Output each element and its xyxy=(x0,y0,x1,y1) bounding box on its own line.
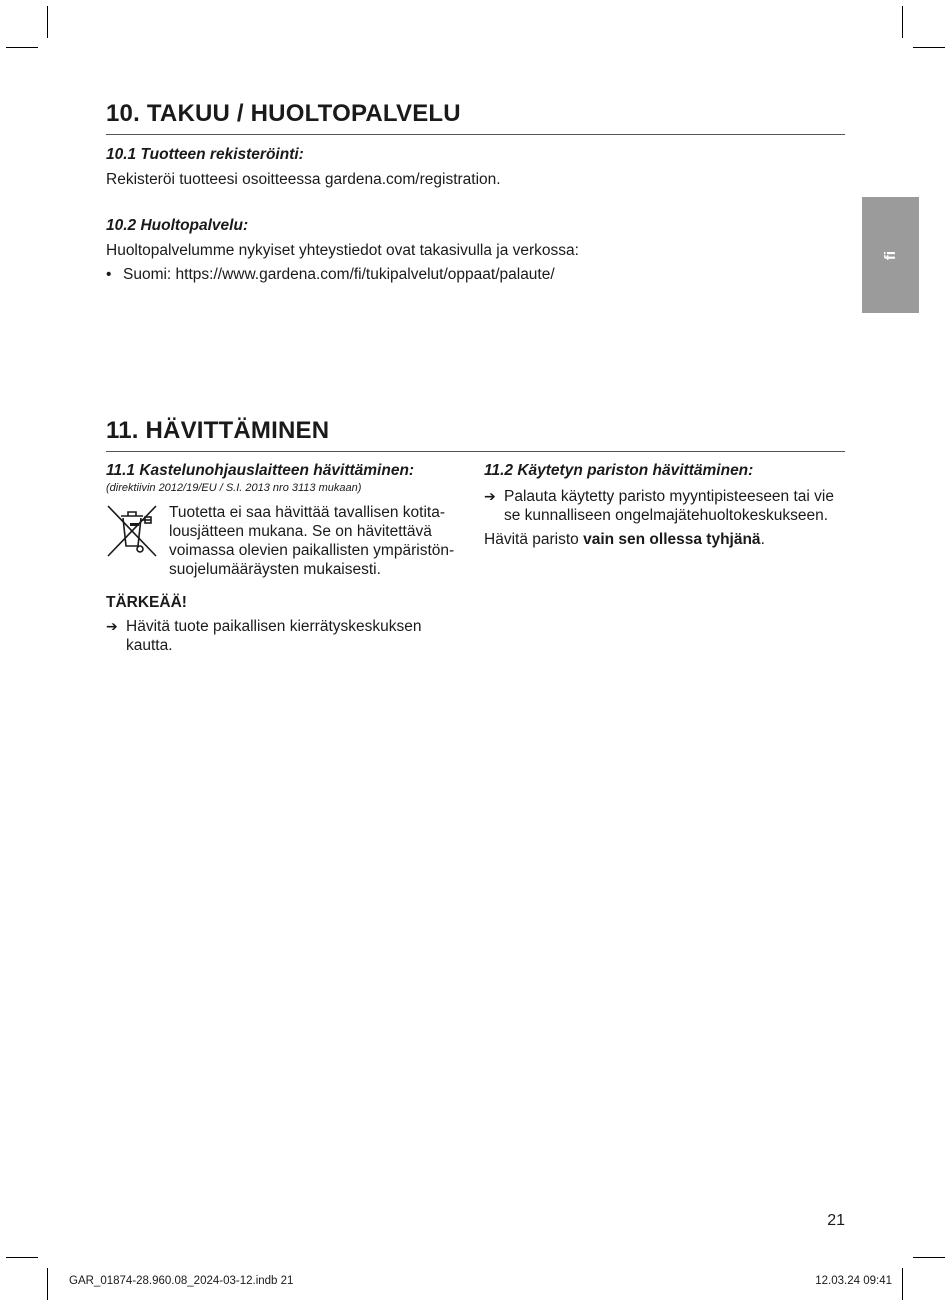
bullet-item xyxy=(106,265,555,284)
crop-mark xyxy=(902,1268,903,1300)
page-number: 21 xyxy=(827,1212,845,1229)
crop-mark xyxy=(902,6,903,38)
battery-empty-note xyxy=(484,530,765,549)
crop-mark xyxy=(6,47,38,48)
footer-file-info: GAR_01874-28.960.08_2024-03-12.indb 21 xyxy=(69,1275,294,1287)
arrow-right-icon: ➔ xyxy=(106,618,118,634)
crop-mark xyxy=(6,1257,38,1258)
battery-note-end: . xyxy=(760,531,765,548)
section-11-1-title: 11.1 Kastelunohjauslaitteen hävittäminen: xyxy=(106,462,415,479)
crossed-out-bin-icon xyxy=(106,504,158,558)
battery-note-text: Hävitä paristo xyxy=(484,531,584,548)
battery-note-emphasis: vain sen ollessa tyhjänä xyxy=(583,531,761,548)
crop-mark xyxy=(913,1257,945,1258)
section-11-rule xyxy=(106,451,845,452)
disposal-line-4: suojelumääräysten mukaisesti. xyxy=(169,561,381,578)
arrow-right-icon: ➔ xyxy=(484,488,496,504)
action-line-2: se kunnalliseen ongelmajätehuoltokeskukseen. xyxy=(504,507,828,524)
language-tab xyxy=(862,197,919,313)
language-tab-label: fi xyxy=(881,250,899,260)
action-line-1: Palauta käytetty paristo myyntipisteeseen tai vie xyxy=(504,488,834,505)
crop-mark xyxy=(913,47,945,48)
bullet-symbol: • xyxy=(106,266,112,283)
section-10-heading: 10. TAKUU / HUOLTOPALVELU xyxy=(106,100,461,127)
disposal-line-3: voimassa olevien paikallisten ympäristön- xyxy=(169,542,455,559)
crop-mark xyxy=(47,1268,48,1300)
action-line-1: Hävitä tuote paikallisen kierrätyskeskuksen xyxy=(126,618,422,635)
section-10-1-text: Rekisteröi tuotteesi osoitteessa gardena.com/registration. xyxy=(106,171,501,188)
important-label: TÄRKEÄÄ! xyxy=(106,594,187,611)
bullet-text: Suomi: https://www.gardena.com/fi/tukipalvelut/oppaat/palaute/ xyxy=(123,266,555,283)
section-10-2-text: Huoltopalvelumme nykyiset yhteystiedot ovat takasivulla ja verkossa: xyxy=(106,242,579,259)
disposal-line-1: Tuotetta ei saa hävittää tavallisen kotita- xyxy=(169,504,445,521)
action-line-2: kautta. xyxy=(126,637,173,654)
section-10-1-title: 10.1 Tuotteen rekisteröinti: xyxy=(106,146,304,163)
section-11-2-title: 11.2 Käytetyn pariston hävittäminen: xyxy=(484,462,754,479)
action-item xyxy=(106,617,422,655)
section-11-heading: 11. HÄVITTÄMINEN xyxy=(106,417,330,444)
action-item xyxy=(484,487,834,525)
section-10-2-title: 10.2 Huoltopalvelu: xyxy=(106,217,249,234)
crop-mark xyxy=(47,6,48,38)
footer-timestamp: 12.03.24 09:41 xyxy=(815,1275,892,1287)
directive-note: (direktiivin 2012/19/EU / S.I. 2013 nro 3113 mukaan) xyxy=(106,482,362,494)
section-10-rule xyxy=(106,134,845,135)
disposal-line-2: lousjätteen mukana. Se on hävitettävä xyxy=(169,523,432,540)
